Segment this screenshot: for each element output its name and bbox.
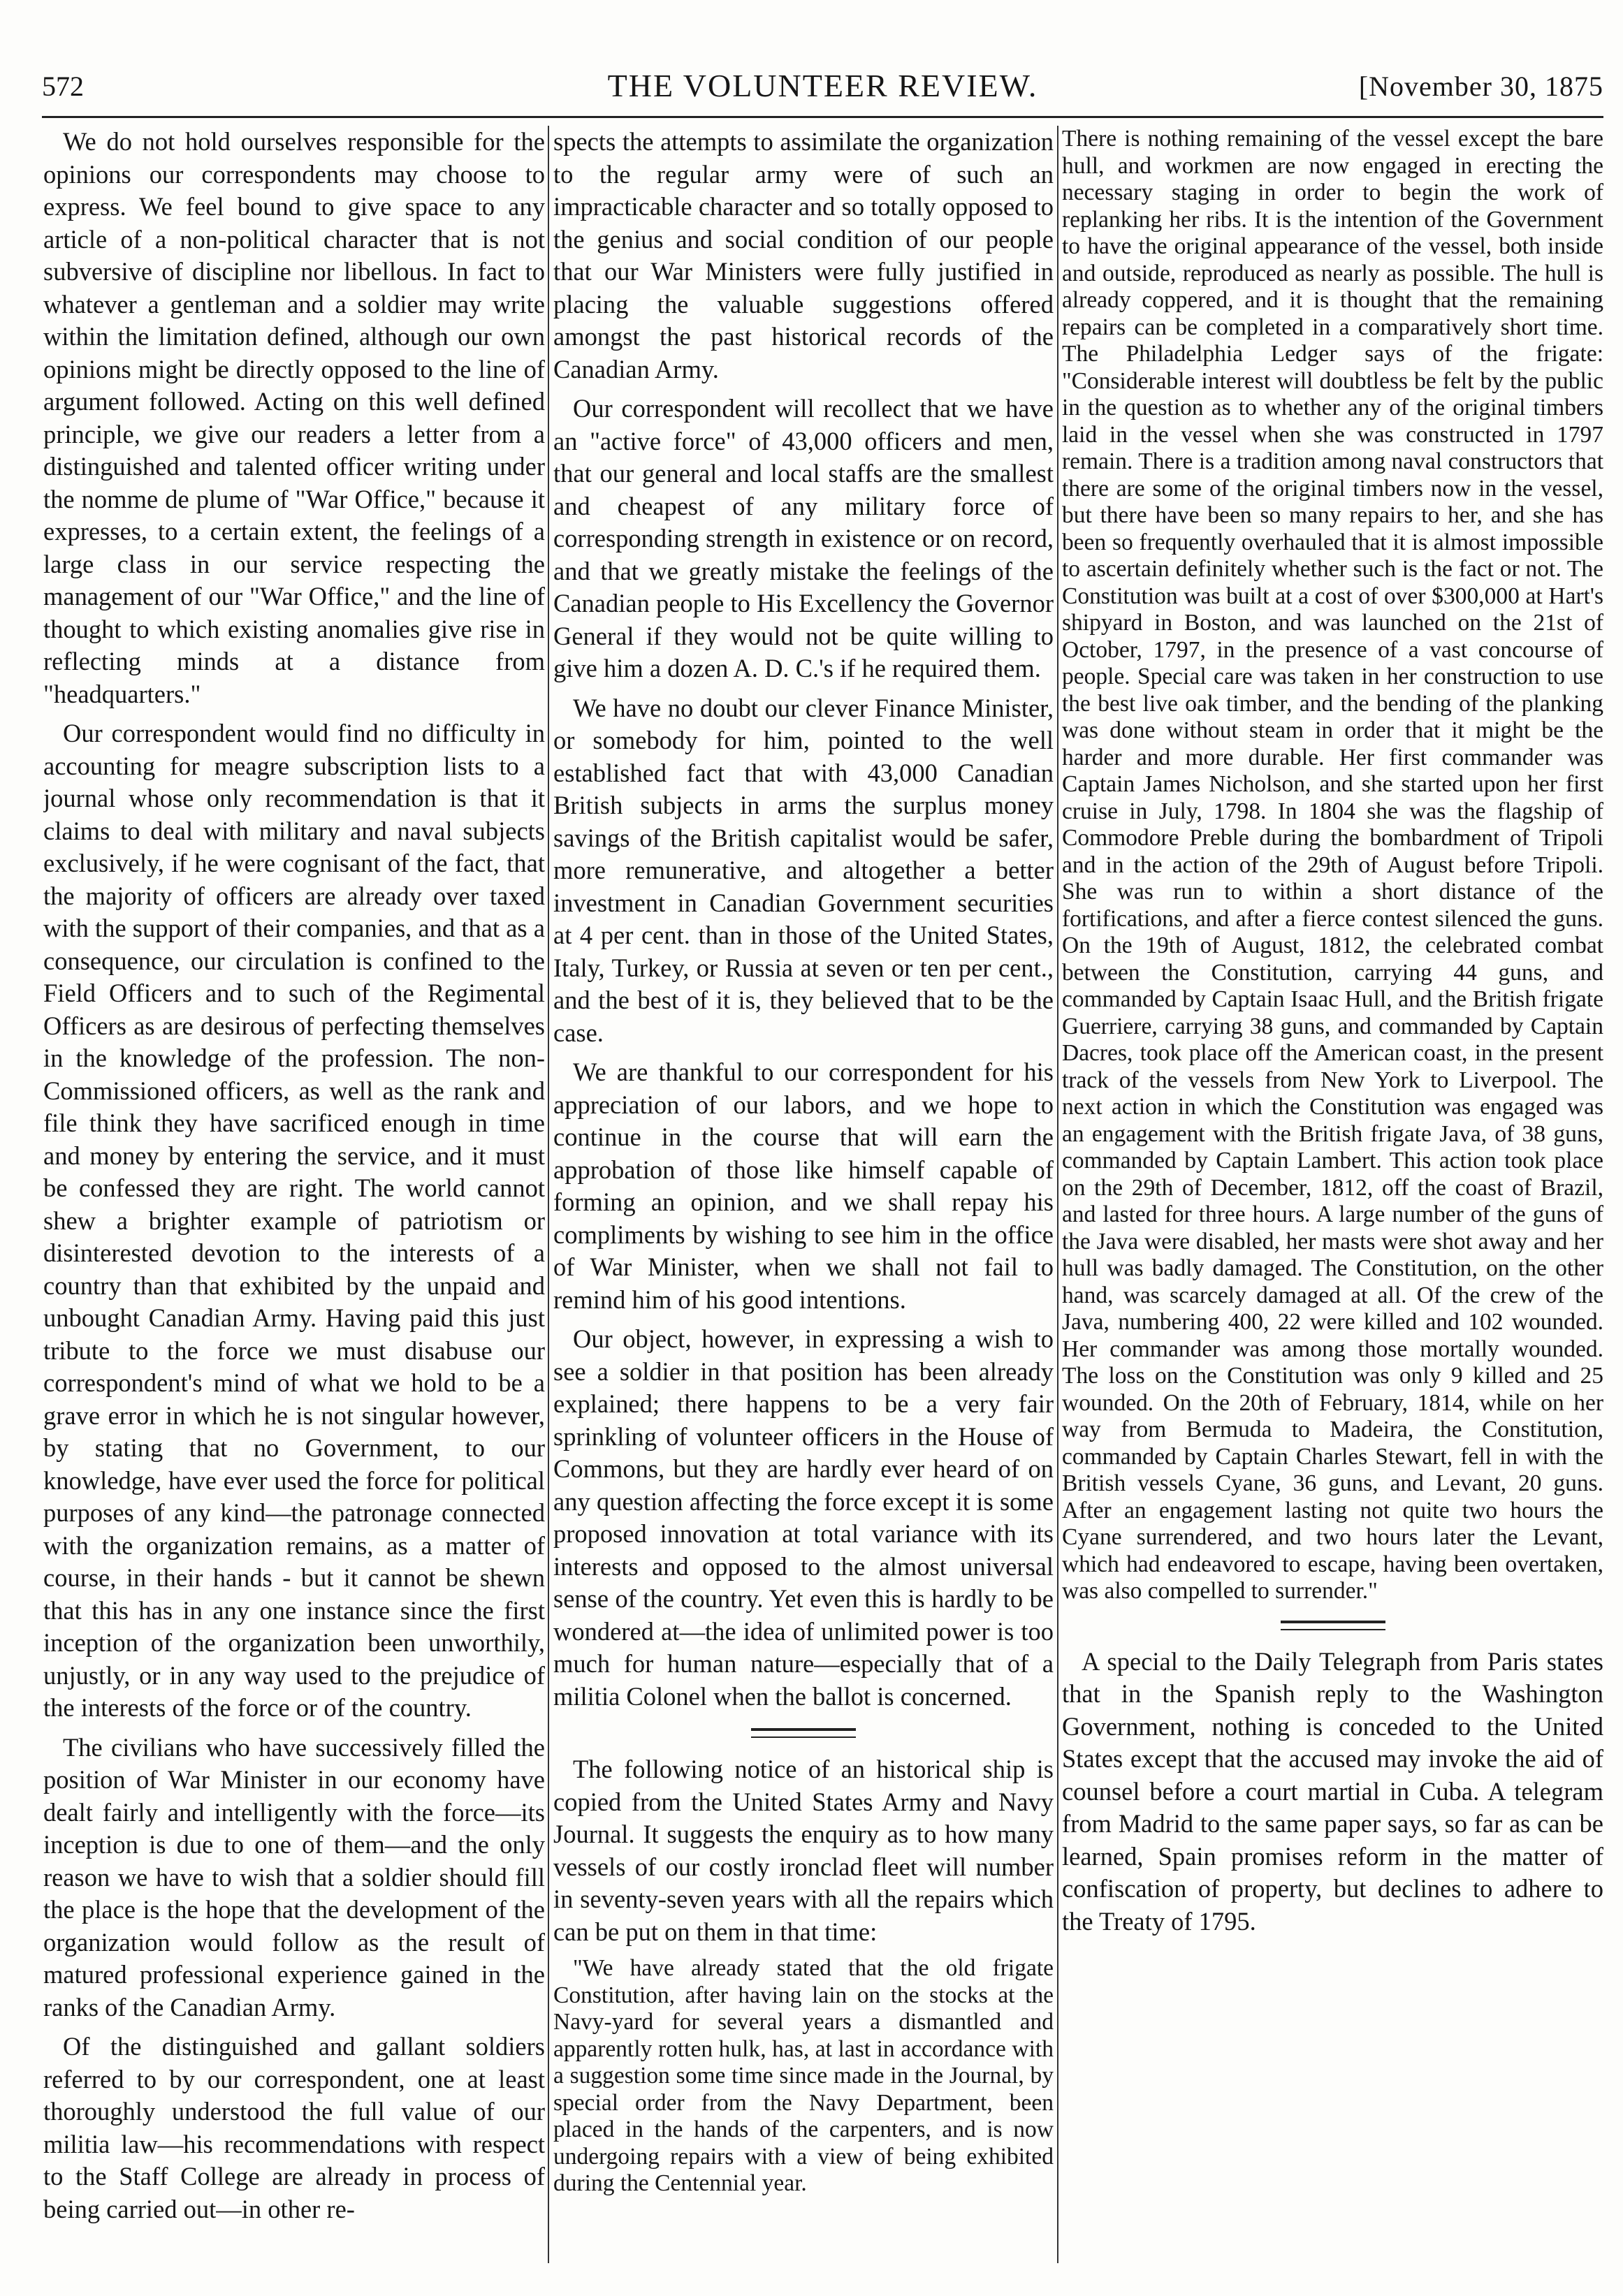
paragraph: Our correspondent would find no difficulty in accounting for meagre subscription lists to a journal whose only recommendation is that it claims to deal with military and naval subjects exclusively, if he were cognisant of the fact, that the majority of officers are already over taxed with the support of their companies, and that as a consequence, our circulation is confined to the Field Officers and to such of the Regimental Officers as are desirous of perfecting themselves in the knowledge of the profession. The non-Commissioned officers, as well as the rank and file think they have sacrificed enough in time and money by entering the service, and it must be confessed they are right. The world cannot shew a brighter example of patriotism or disinterested devotion to the interests of a country than that exhibited by the unpaid and unbought Canadian Army. Having paid this just tribute to the force we must disabuse our correspondent's mind of what we hold to be a grave error in which he is not singular however, by stating that no Government, to our knowledge, have ever used the force for political purposes of any kind—the patronage connected with the organization remains, as a matter of course, in their hands - but it cannot be shewn that this has in any one instance since the first inception of the organization been unworthily, unjustly, or in any way used to the prejudice of the interests of the force or of the country.: [43, 719, 545, 1722]
quoted-paragraph: There is nothing remaining of the vessel except the bare hull, and workmen are now engaged in erecting the necessary staging in order to begin the work of replanking her ribs. It is the intention of the Government to have the original appearance of the vessel, both inside and outside, reproduced as nearly as possible. The hull is already coppered, and it is thought that the remaining repairs can be completed in a comparatively short time. The Philadelphia Ledger says of the frigate: "Considerable interest will doubtless be felt by the public in the question as to whether any of the original timbers laid in the vessel when she was constructed in 1797 remain. There is a tradition among naval constructors that there are some of the original timbers now in the vessel, but there have been so many repairs to her, and she has been so frequently overhauled that it is almost impossible to ascertain definitely whether such is the fact or not. The Constitution was built at a cost of over $300,000 at Hart's shipyard in Boston, and was launched on the 21st of October, 1797, in the presence of a vast concourse of people. Special care was taken in her construction to use the best live oak timber, and the bending of the planking was done without steam in order that it might be the harder and more durable. Her first commander was Captain James Nicholson, and she started upon her first cruise in July, 1798. In 1804 she was the flagship of Commodore Preble during the bombardment of Tripoli and in the action of the 29th of August before Tripoli. She was run to within a short distance of the fortifications, and after a fierce contest silenced the guns. On the 19th of August, 1812, the celebrated combat between the Constitution, carrying 44 guns, and commanded by Captain Isaac Hull, and the British frigate Guerriere, carrying 38 guns, and commanded by Captain Dacres, took place off the American coast, in the present track of the vessels from New York to Liverpool. The next action in which the Constitution was engaged was an engagement with the British frigate Java, of 38 guns, commanded by Captain Lambert. This action took place on the 29th of December, 1812, off the coast of Brazil, and lasted for three hours. A large number of the guns of the Java were disabled, her masts were shot away and her hull was badly damaged. The Constitution, on the other hand, was scarcely damaged at all. Of the crew of the Java, numbering 400, 22 were killed and 102 wounded. Her commander was among those mortally wounded. The loss on the Constitution was only 9 killed and 25 wounded. On the 20th of February, 1814, while on her way from Bermuda to Madeira, the Constitution, commanded by Captain Charles Stewart, fell in with the British vessels Cyane, 36 guns, and Levant, 20 guns. After an engagement lasting not quite two hours the Cyane surrendered, and two hours later the Levant, which had endeavored to escape, having been overtaken, was also compelled to surrender.": [1062, 126, 1603, 1604]
column-rule: [1057, 126, 1058, 2263]
column-rule: [548, 126, 549, 2263]
quoted-paragraph: "We have already stated that the old frigate Constitution, after having lain on the stocks at the Navy-yard for several years a dismantled and apparently rotten hulk, has, at last in accordance with a suggestion some time since made in the Journal, by special order from the Navy Department, been placed in the hands of the carpenters, and is now undergoing repairs with a view of being exhibited during the Centennial year.: [553, 1955, 1054, 2196]
masthead-title: THE VOLUNTEER REVIEW.: [607, 68, 1038, 103]
page-header: [42, 67, 1603, 116]
paragraph: We do not hold ourselves responsible for the opinions our correspondents may choose to express. We feel bound to give space to any article of a non-political character that is not subversive of discipline nor libellous. In fact to whatever a gentleman and a soldier may write within the limitation defined, although our own opinions might be directly opposed to the line of argument followed. Acting on this well defined principle, we give our readers a letter from a distinguished and talented officer writing under the nomme de plume of "War Office," because it expresses, to a certain extent, the feelings of a large class in our service respecting the management of our "War Office," and the line of thought to which existing anomalies give rise in reflecting minds at a distance from "headquarters.": [43, 127, 545, 708]
column-1: [43, 126, 545, 2263]
section-separator: [1281, 1621, 1385, 1630]
paragraph: Of the distinguished and gallant soldiers referred to by our correspondent, one at least thoroughly understood the full value of our militia law—his recommendations with respect to the Staff College are already in process of being carried out—in other re-: [43, 2032, 545, 2223]
paragraph: The following notice of an historical ship is copied from the United States Army and Navy Journal. It suggests the enquiry as to how many vessels of our costly ironclad fleet will number in seventy-seven years with all the repairs which can be put on them in that time:: [553, 1755, 1054, 1946]
page-number: 572: [42, 71, 84, 102]
column-3: [1062, 126, 1603, 2263]
section-separator: [751, 1728, 856, 1738]
paragraph: We are thankful to our correspondent for his appreciation of our labors, and we hope to continue in the course that will earn the approbation of those like himself capable of forming an opinion, and we shall repay his compliments by wishing to see him in the office of War Minister, when we shall not fail to remind him of his good intentions.: [553, 1058, 1054, 1314]
header-rule: [42, 116, 1603, 118]
paragraph: Our correspondent will recollect that we have an "active force" of 43,000 officers and men, that our general and local staffs are the smallest and cheapest of any military force of corresponding strength in existence or on record, and that we greatly mistake the feelings of the Canadian people to His Excellency the Governor General if they would not be quite willing to give him a dozen A. D. C.'s if he required them.: [553, 394, 1054, 682]
paragraph: The civilians who have successively filled the position of War Minister in our economy have dealt fairly and intelligently with the force—its inception is due to one of them—and the only reason we have to wish that a soldier should fill the place is the hope that the development of the organization would follow as the result of matured professional experience gained in the ranks of the Canadian Army.: [43, 1732, 545, 2021]
paragraph: We have no doubt our clever Finance Minister, or somebody for him, pointed to the well established fact that with 43,000 Canadian British subjects in arms the surplus money savings of the British capitalist would be safer, more remunerative, and altogether a better investment in Canadian Government securities at 4 per cent. than in those of the United States, Italy, Turkey, or Russia at seven or ten per cent., and the best of it is, they believed that to be the case.: [553, 693, 1054, 1047]
paragraph: A special to the Daily Telegraph from Paris states that in the Spanish reply to the Washington Government, nothing is conceded to the United States except that the accused may invoke the aid of counsel before a court martial in Cuba. A telegram from Madrid to the same paper says, so far as can be learned, Spain promises reform in the matter of confiscation of property, but declines to adhere to the Treaty of 1795.: [1062, 1646, 1603, 1936]
column-2: [553, 126, 1054, 2263]
paragraph: Our object, however, in expressing a wish to see a soldier in that position has been already explained; there happens to be a very fair sprinkling of volunteer officers in the House of Commons, but they are hardly ever heard of on any question affecting the force except it is some proposed innovation at total variance with its interests and opposed to the almost universal sense of the country. Yet even this is hardly to be wondered at—the idea of unlimited power is too much for human nature—especially that of a militia Colonel when the ballot is concerned.: [553, 1324, 1054, 1711]
paragraph: spects the attempts to assimilate the organization to the regular army were of such an impracticable character and so totally opposed to the genius and social condition of our people that our War Ministers were fully justified in placing the valuable suggestions offered amongst the past historical records of the Canadian Army.: [553, 127, 1054, 383]
issue-date: [November 30, 1875: [1358, 71, 1603, 102]
